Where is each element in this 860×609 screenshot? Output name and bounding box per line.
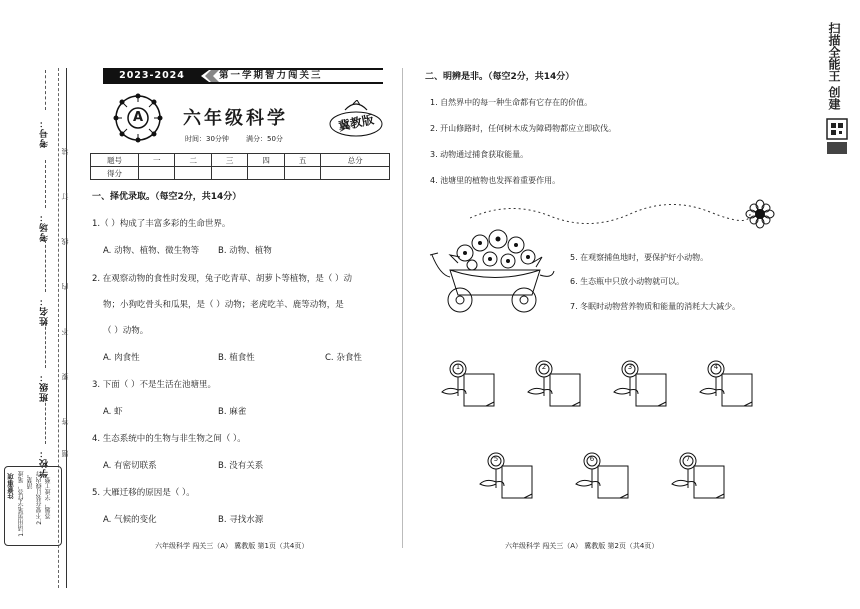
cut-mark: 要: [61, 373, 69, 380]
option-3a[interactable]: A. 虾: [103, 407, 123, 417]
page-divider: [402, 68, 403, 548]
score-cell[interactable]: [321, 167, 390, 180]
school-label: 学校：: [40, 448, 50, 478]
question-2: 2. 在观察动物的食性时发现，兔子吃青草、胡萝卜等植物，是（ ）动: [92, 274, 353, 284]
flower-box-icon: [474, 452, 534, 502]
score-row-label: 得分: [91, 167, 139, 180]
question-2-line3: （ ）动物。: [103, 326, 149, 336]
flower-number: 3: [627, 363, 633, 371]
answer-flower-4[interactable]: [694, 360, 754, 410]
score-table-header: 三: [211, 154, 247, 167]
flower-number: 6: [589, 455, 595, 463]
score-cell[interactable]: [175, 167, 211, 180]
exam-time: 时间：30分钟: [185, 135, 229, 143]
cut-mark: 装: [61, 148, 69, 155]
option-2c[interactable]: C. 杂食性: [325, 353, 362, 363]
section1-title: 一、择优录取。（每空2分，共14分）: [92, 192, 242, 202]
option-4b[interactable]: B. 没有关系: [218, 461, 264, 471]
banner-title: 第一学期智力闯关三: [219, 70, 323, 81]
flower-box-icon: [608, 360, 668, 410]
answer-flower-1[interactable]: [436, 360, 496, 410]
scanner-watermark: 扫描全能王 创建: [827, 22, 841, 111]
notice-item: 2.不要在装订线内作: [36, 471, 43, 525]
exam-number-label: 考号：: [40, 118, 50, 148]
flower-box-icon: [522, 360, 582, 410]
notice-title: 注意事项: [7, 473, 15, 499]
flower-number: 4: [713, 363, 719, 371]
answer-flower-5[interactable]: [474, 452, 534, 502]
name-blank[interactable]: [45, 240, 46, 292]
answer-flower-7[interactable]: [666, 452, 726, 502]
question-2-line2: 物；小狗吃骨头和瓜果，是（ ）动物；老虎吃羊、鹿等动物，是: [103, 300, 344, 310]
statement-5: 5. 在观察捕鱼地时，要保护好小动物。: [570, 253, 709, 262]
notice-box: [4, 466, 62, 546]
option-3b[interactable]: B. 麻雀: [218, 407, 247, 417]
flower-box-icon: [694, 360, 754, 410]
page2-footer: 六年级科学 闯关三（A） 冀教版 第2页（共4页）: [505, 542, 659, 550]
exam-room-label: 考场：: [40, 212, 50, 242]
score-table-header: 五: [284, 154, 320, 167]
answer-flower-2[interactable]: [522, 360, 582, 410]
answer-flower-3[interactable]: [608, 360, 668, 410]
scanner-logo-icon: [826, 118, 848, 156]
score-table-header-row: [91, 154, 390, 167]
edition-label: 冀教版: [337, 112, 376, 134]
statement-7: 7. 冬眠时动物营养物质和能量的消耗大大减少。: [570, 302, 741, 311]
notice-item: 清楚。: [27, 471, 34, 489]
flower-box-icon: [570, 452, 630, 502]
cut-mark: 不: [61, 328, 69, 335]
question-3: 3. 下面（ ）不是生活在池塘里。: [92, 380, 217, 390]
cut-mark: 订: [61, 193, 69, 200]
year-label: 2023-2024: [103, 70, 201, 82]
flower-number: 2: [541, 363, 547, 371]
class-label: 班级：: [40, 372, 50, 402]
banner-arrow-icon: [201, 70, 219, 82]
question-5: 5. 大雁迁移的原因是（ ）。: [92, 488, 195, 498]
score-table-header: 四: [248, 154, 284, 167]
score-table-header: 题号: [91, 154, 139, 167]
option-5b[interactable]: B. 寻找水源: [218, 515, 264, 525]
class-blank[interactable]: [45, 322, 46, 368]
flower-number: 5: [493, 455, 499, 463]
full-score: 满分：50分: [246, 135, 283, 143]
score-table-header: 二: [175, 154, 211, 167]
header-banner: [103, 68, 383, 84]
grade-letter: A: [132, 110, 144, 125]
statement-2: 2. 开山修路时，任何树木成为障碍物都应立即砍伐。: [430, 124, 617, 133]
edition-stamp: [327, 100, 385, 140]
flower-box-icon: [666, 452, 726, 502]
question-4: 4. 生态系统中的生物与非生物之间（ ）。: [92, 434, 246, 444]
statement-1: 1. 自然界中的每一种生命都有它存在的价值。: [430, 98, 593, 107]
statement-3: 3. 动物通过捕食获取能量。: [430, 150, 529, 159]
exam-number-blank[interactable]: [45, 70, 46, 110]
subject-title: 六年级科学: [183, 108, 288, 129]
statement-4: 4. 池塘里的植物也发挥着重要作用。: [430, 176, 561, 185]
notice-item: 1.请用黑笔字作答，笔迹: [18, 471, 25, 537]
page1-footer: 六年级科学 闯关三（A） 冀教版 第1页（共4页）: [155, 542, 309, 550]
score-table-header: 总分: [321, 154, 390, 167]
section2-title: 二、明辨是非。（每空2分，共14分）: [425, 72, 575, 82]
score-cell[interactable]: [248, 167, 284, 180]
score-table-row: [91, 167, 390, 180]
school-blank[interactable]: [45, 398, 46, 444]
option-1b[interactable]: B. 动物、植物: [218, 246, 272, 256]
flower-number: 1: [455, 363, 461, 371]
flower-cart-icon: [420, 215, 560, 315]
cut-mark: 题: [61, 450, 69, 457]
cut-mark: 答: [61, 418, 69, 425]
score-table-header: 一: [139, 154, 175, 167]
score-cell[interactable]: [211, 167, 247, 180]
question-1: 1.（ ）构成了丰富多彩的生命世界。: [92, 219, 231, 229]
score-cell[interactable]: [139, 167, 175, 180]
notice-item: 答题，字迹工整。: [45, 471, 52, 519]
option-1a[interactable]: A. 动物、植物、微生物等: [103, 246, 200, 256]
option-2b[interactable]: B. 植食性: [218, 353, 255, 363]
score-cell[interactable]: [284, 167, 320, 180]
name-label: 姓名：: [40, 296, 50, 326]
exam-room-blank[interactable]: [45, 160, 46, 208]
option-5a[interactable]: A. 气候的变化: [103, 515, 157, 525]
statement-6: 6. 生态瓶中只放小动物就可以。: [570, 277, 685, 286]
option-2a[interactable]: A. 肉食性: [103, 353, 140, 363]
answer-flower-6[interactable]: [570, 452, 630, 502]
flower-number: 7: [685, 455, 691, 463]
cut-mark: 内: [61, 283, 69, 290]
cut-mark: 线: [61, 238, 69, 245]
flower-box-icon: [436, 360, 496, 410]
option-4a[interactable]: A. 有密切联系: [103, 461, 157, 471]
score-table: [90, 153, 390, 180]
